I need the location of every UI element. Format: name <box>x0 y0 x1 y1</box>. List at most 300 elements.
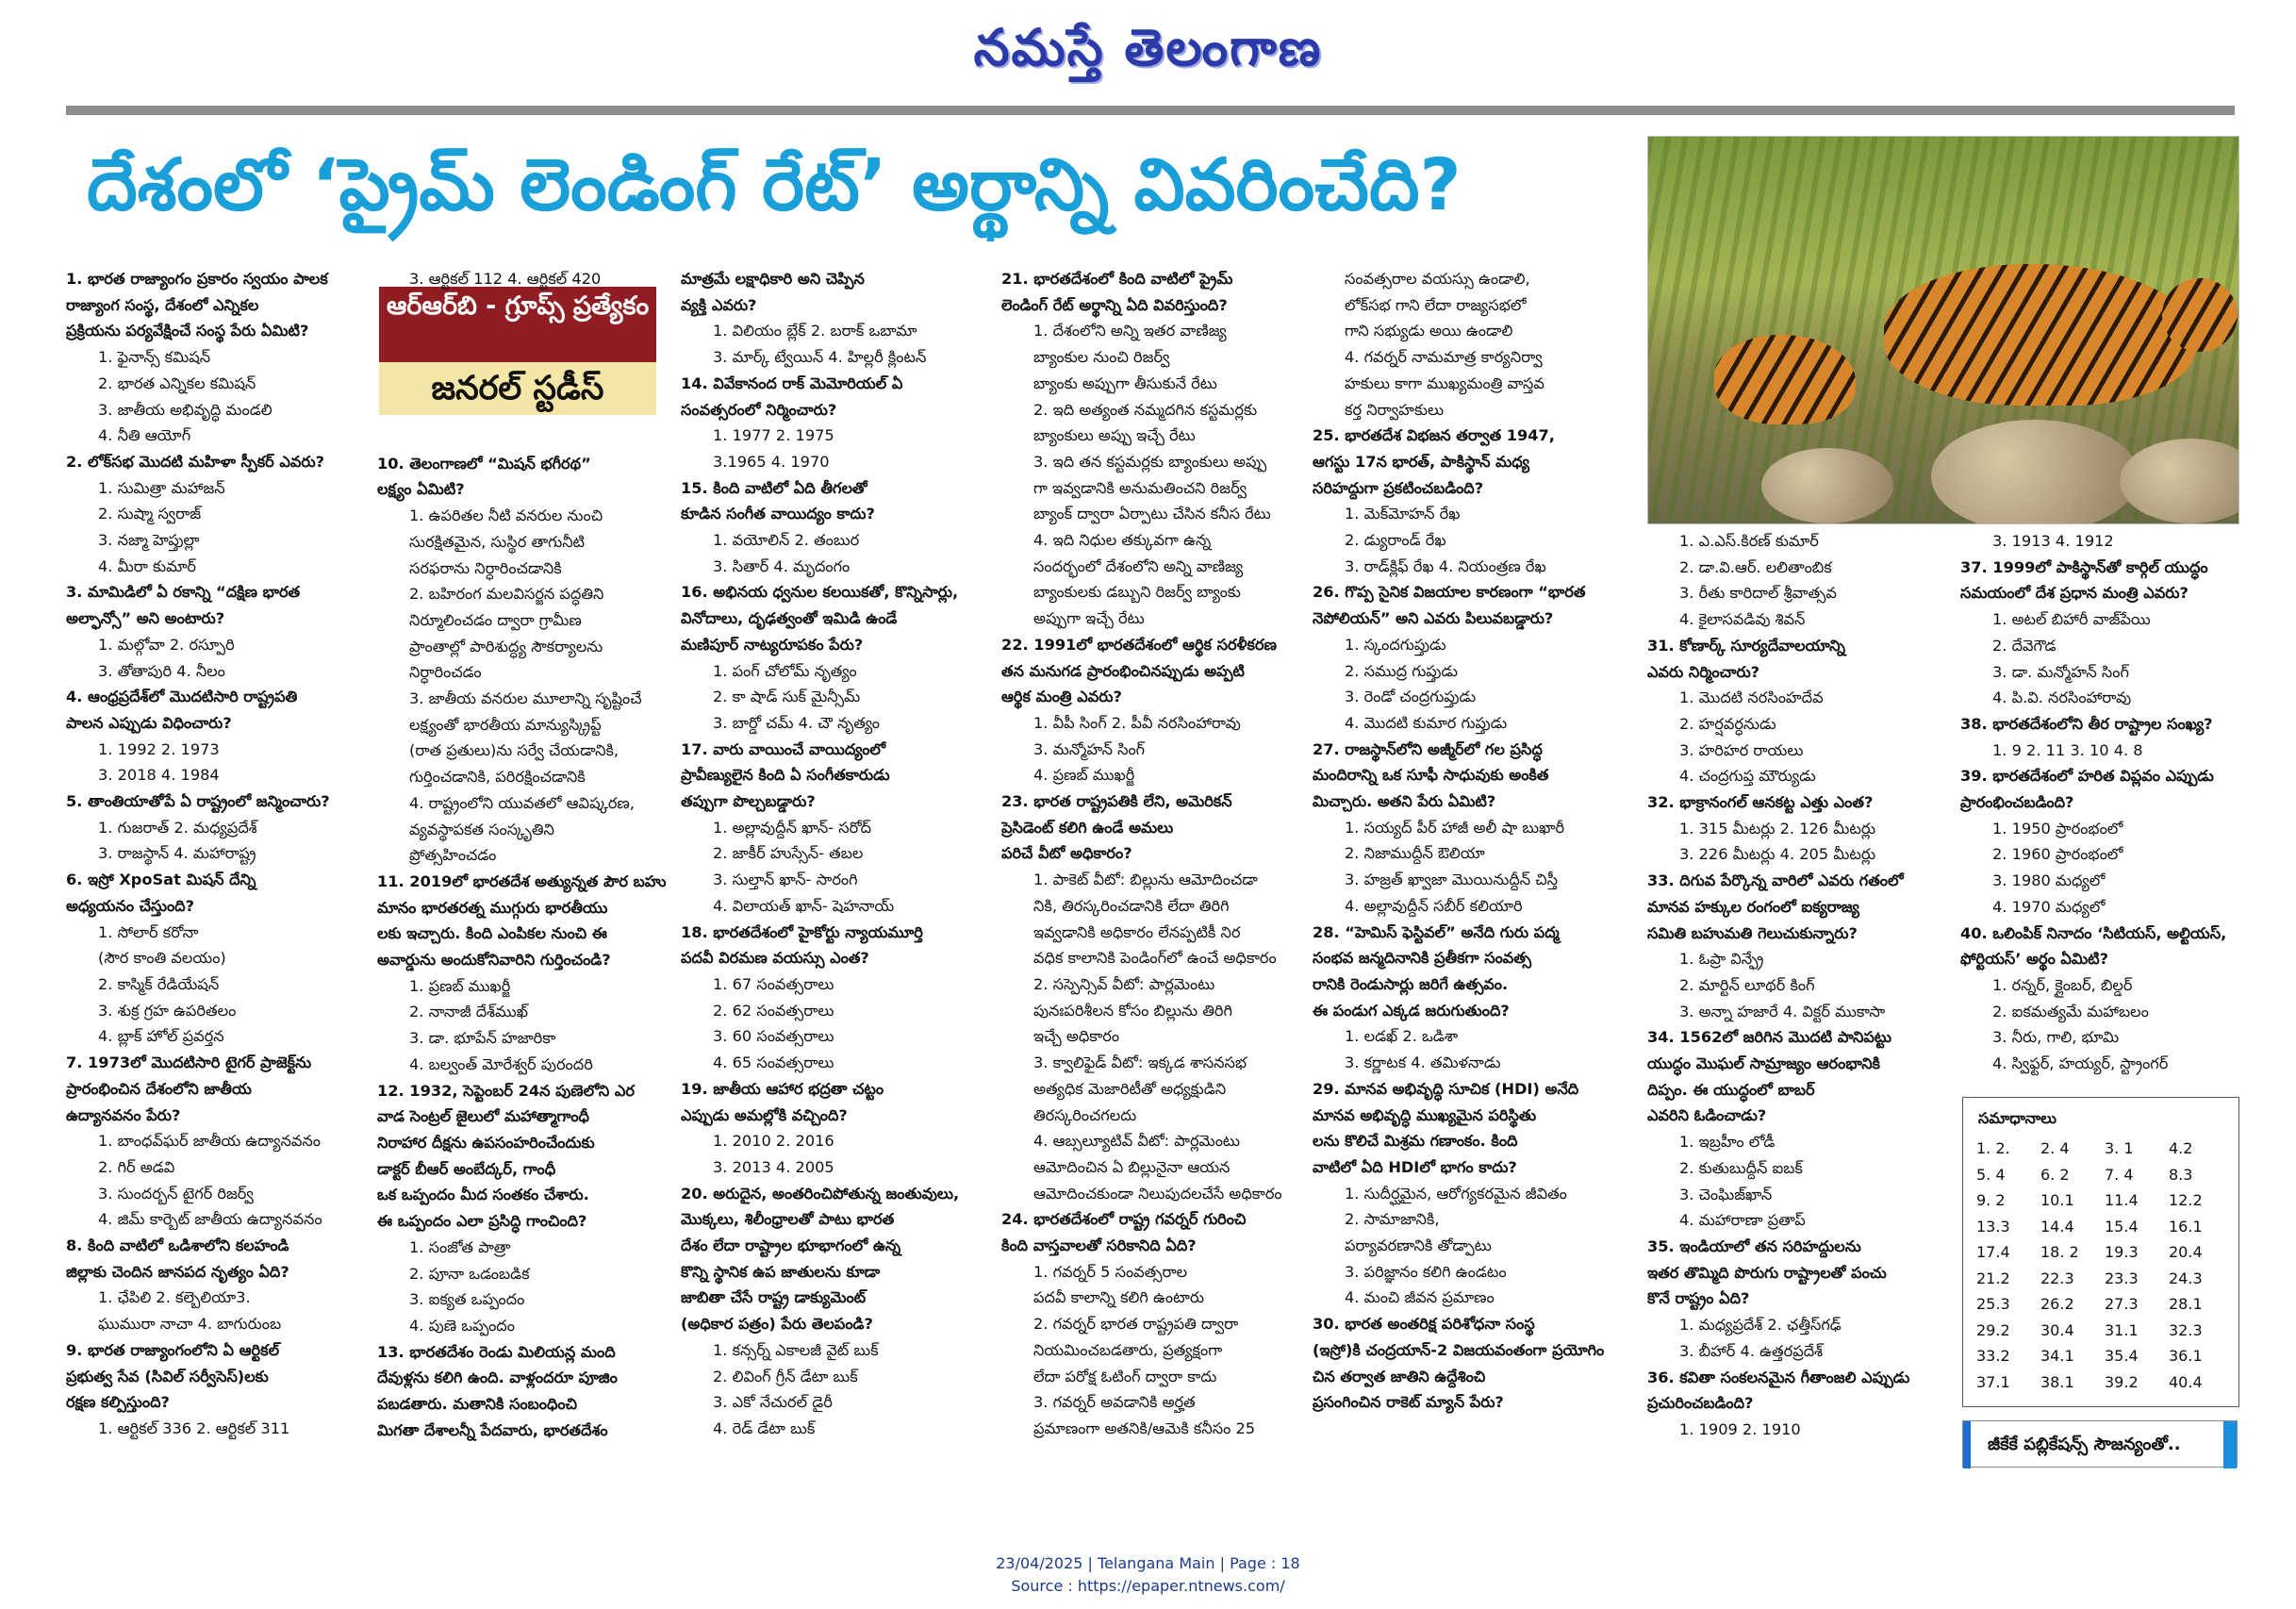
option-text-line: 2. నిజాముద్దీన్ ఔలియా <box>1345 844 1485 863</box>
question-text-line: 26. గొప్ప సైనిక విజయాల కారణంగా “భారత <box>1313 583 1586 602</box>
question-text-line: మిచ్చారు. అతని పేరు ఏమిటి? <box>1313 792 1496 811</box>
question-text-line: చిన తర్వాత జాతిని ఉద్దేశించి <box>1313 1367 1486 1385</box>
credit-text: జీకేకే పబ్లికేషన్స్ సౌజన్యంతో.. <box>1988 1435 2181 1454</box>
option-text-line: 1. మెక్‌మోహన్ రేఖ <box>1345 505 1461 523</box>
option-text-line: 1. 9 2. 11 3. 10 4. 8 <box>1992 740 2143 759</box>
question-text-line: సంవత్సరంలో నిర్మించారు? <box>681 400 837 419</box>
question-column-4 <box>1001 266 1305 1473</box>
question-text-line: మానం భారతరత్న ముగ్గురు భారతీయు <box>377 898 608 917</box>
option-text-line: ఇవ్వడానికి అధికారం లేనప్పటికీ నిర <box>1033 922 1241 941</box>
question-text-line: తన మనుగడ ప్రారంభించినప్పుడు అప్పటి <box>1001 661 1245 680</box>
question-text-line: ప్రెసిడెంట్ కలిగి ఉండే అమలు <box>1001 818 1174 837</box>
option-text-line: ఘుమురా నాచా 4. బాగురుంబ <box>98 1315 282 1334</box>
answer-row <box>1976 1291 2233 1318</box>
option-text-line: 3. ఐక్యత ఒప్పందం <box>409 1290 525 1309</box>
option-text-line: లక్ష్యంతో భారతీయ మాన్యుస్క్రిప్ట్ <box>409 715 602 734</box>
answer-cell: 14.4 <box>2040 1217 2074 1236</box>
option-text-line: 3. అన్నా హజారే 4. విక్టర్ ముకాసా <box>1679 1002 1886 1020</box>
question-text-line: 35. ఇండియాలో తన సరిహద్దులను <box>1647 1236 1861 1255</box>
option-text-line: 1. బాంధవ్‌ఘర్ జాతీయ ఉద్యానవనం <box>98 1132 321 1151</box>
question-text-line: 19. జాతీయ ఆహార భద్రతా చట్టం <box>681 1079 884 1098</box>
question-text-line: 32. భాక్రానంగల్ ఆనకట్ట ఎత్తు ఎంత? <box>1647 793 1874 812</box>
answer-cell: 18. 2 <box>2040 1243 2079 1262</box>
option-text-line: 2. కా షాడ్ సుక్ మైన్సీమ్ <box>713 688 861 706</box>
question-text-line: వాడ సెంట్రల్ జైలులో మహాత్మాగాంధీ <box>377 1107 589 1126</box>
answer-row <box>1976 1214 2233 1240</box>
question-text-line: 21. భారతదేశంలో కింది వాటిలో ప్రైమ్ <box>1001 270 1233 288</box>
question-text-line: 40. ఒలింపిక్ నినాదం ‘సిటియస్, అల్టియస్, <box>1960 923 2227 942</box>
option-text-line: 4. పి.వి. నరసింహారావు <box>1992 688 2132 707</box>
option-text-line: 1. ఓప్రా విన్ఫ్రే <box>1679 950 1764 969</box>
question-text-line: (ఇస్రో)కి చంద్రయాన్-2 విజయవంతంగా ప్రయోగిం <box>1313 1340 1605 1359</box>
question-text-line: 29. మానవ అభివృద్ధి సూచిక (HDI) అనేది <box>1313 1079 1579 1098</box>
option-text-line: 2. జాకీర్ హుస్సేన్- తబల <box>713 844 864 863</box>
question-text-line: మానవ అభివృద్ధి ముఖ్యమైన పరిస్థితు <box>1313 1105 1537 1124</box>
question-text-line: పదవీ విరమణ వయస్సు ఎంత? <box>681 949 869 968</box>
answer-cell: 13.3 <box>1976 1217 2010 1236</box>
answer-cell: 12.2 <box>2169 1191 2203 1210</box>
question-text-line: 34. 1562లో జరిగిన మొదటి పానిపట్టు <box>1647 1028 1891 1047</box>
answer-cell: 29.2 <box>1976 1320 2010 1339</box>
option-text-line: 4. బ్లాక్ హోల్ ప్రవర్తన <box>98 1027 224 1046</box>
option-text-line: 3. హజ్రత్ ఖ్వాజా మొయినుద్దీన్ చిస్తీ <box>1345 871 1559 889</box>
question-column-6 <box>1647 528 1951 1471</box>
question-text-line: ఆగస్టు 17న భారత్, పాకిస్థాన్ మధ్య <box>1313 452 1530 471</box>
question-text-line: 6. ఇస్రో XpoSat మిషన్ దేన్ని <box>66 871 256 889</box>
answer-cell: 9. 2 <box>1976 1191 2006 1210</box>
option-text-line: 1. వయోలిన్ 2. తంబుర <box>713 531 860 550</box>
option-text-line: ప్రమాణంగా అతనికి/ఆమెకి కనీసం 25 <box>1033 1418 1256 1437</box>
question-text-line: సరిహద్దుగా ప్రకటించబడింది? <box>1313 478 1484 497</box>
option-text-line: 4. మీరా కుమార్ <box>98 556 197 575</box>
option-text-line: 1. 2010 2. 2016 <box>713 1132 834 1151</box>
question-text-line: 23. భారత రాష్ట్రపతికి లేని, అమెరికన్ <box>1001 792 1232 811</box>
option-text-line: 4. స్విఫ్టర్, హయ్యర్, స్ట్రాంగర్ <box>1992 1054 2169 1073</box>
option-text-line: 3.1965 4. 1970 <box>713 452 830 471</box>
option-text-line: 1. సుమిత్రా మహాజన్ <box>98 478 225 497</box>
option-text-line: 4. నీతి ఆయోగ్ <box>98 426 191 445</box>
question-text-line: 16. అభినయ ధ్వనుల కలయికతో, కొన్నిసార్లు, <box>681 583 959 602</box>
question-text-line: పరిచే వీటో అధికారం? <box>1001 844 1132 863</box>
option-text-line: 3. 1913 4. 1912 <box>1992 532 2114 550</box>
question-text-line: ప్రసంగించిన రాకెట్ మ్యాన్ పేరు? <box>1313 1393 1504 1412</box>
option-text-line: 1. మొదటి నరసింహదేవ <box>1679 688 1824 707</box>
option-text-line: 3. జాతీయ వనరుల మూలాన్ని సృష్టించే <box>409 689 642 708</box>
question-text-line: లక్ష్యం ఏమిటి? <box>377 480 465 499</box>
question-text-line: జిల్లాకు చెందిన జానపద నృత్యం ఏది? <box>66 1262 289 1281</box>
answer-row <box>1976 1136 2233 1162</box>
question-text-line: 8. కింది వాటిలో ఒడిశాలోని కలహండి <box>66 1236 289 1255</box>
question-text-line: మాత్రమే లక్షాధికారి అని చెప్పిన <box>681 270 865 288</box>
answer-cell: 40.4 <box>2169 1372 2203 1391</box>
option-text-line: 2. కాస్మిక్ రేడియేషన్ <box>98 974 220 993</box>
question-text-line: ప్రచురించబడింది? <box>1647 1394 1754 1413</box>
question-text-line: యుద్ధం మొఘల్ సామ్రాజ్యం ఆరంభానికి <box>1647 1054 1881 1073</box>
option-text-line: 1. మధ్యప్రదేశ్ 2. ఛత్తీస్‌గఢ్ <box>1679 1316 1842 1335</box>
question-text-line: 14. వివేకానంద రాక్ మెమోరియల్ ఏ <box>681 373 903 392</box>
question-text-line: 25. భారతదేశ విభజన తర్వాత 1947, <box>1313 426 1555 445</box>
question-text-line: మానవ హక్కుల రంగంలో ఐక్యరాజ్య <box>1647 897 1859 916</box>
tiger-head-shape <box>2162 278 2238 352</box>
option-text-line: 4. మొదటి కుమార గుప్తుడు <box>1345 713 1508 732</box>
option-text-line: 3. కర్ణాటక 4. తమిళనాడు <box>1345 1053 1501 1072</box>
option-text-line: 1. సోలార్ కరోనా <box>98 922 199 941</box>
option-text-line: అత్యధిక మెజారిటీతో అధ్యక్షుడిని <box>1033 1079 1227 1098</box>
question-column-3 <box>681 266 984 1473</box>
option-text-line: 2. సముద్ర గుప్తుడు <box>1345 661 1459 680</box>
answer-cell: 8.3 <box>2169 1165 2193 1184</box>
answer-cell: 20.4 <box>2169 1243 2203 1262</box>
option-text-line: 1. రన్నర్, క్లైంబర్, బిల్డర్ <box>1992 975 2133 994</box>
option-text-line: తిరస్కరించగలదు <box>1033 1105 1137 1124</box>
question-text-line: (అధికార పత్రం) పేరు తెలపండి? <box>681 1315 873 1334</box>
question-text-line: 36. కవితా సంకలనమైన గీతాంజలి ఎప్పుడు <box>1647 1368 1910 1386</box>
option-text-line: సురక్షితమైన, సుస్థిర తాగునీటి <box>409 532 586 551</box>
option-text-line: 2. నానాజీ దేశ్‌ముఖ్ <box>409 1003 528 1021</box>
question-text-line: సమయంలో దేశ ప్రధాన మంత్రి ఎవరు? <box>1960 584 2189 603</box>
option-text-line: 1. 1977 2. 1975 <box>713 426 834 445</box>
option-text-line: 2. బహిరంగ మలవిసర్జన పద్ధతిని <box>409 585 604 604</box>
tiger-cub-shape <box>1714 335 1856 424</box>
question-text-line: పాలన ఎప్పుడు విధించారు? <box>66 713 232 732</box>
option-text-line: 3. రీతు కారిదాల్ శ్రీవాత్సవ <box>1679 584 1837 603</box>
option-text-line: 3. ఇది తన కస్టమర్లకు బ్యాంకులు అప్పు <box>1033 452 1267 471</box>
answer-cell: 4.2 <box>2169 1139 2193 1158</box>
option-text-line: 3. తోతాపురి 4. నీలం <box>98 661 225 680</box>
credit-box <box>1962 1420 2238 1468</box>
question-text-line: దిప్పం. ఈ యుద్ధంలో బాబర్ <box>1647 1080 1815 1099</box>
question-text-line: 1. భారత రాజ్యాంగం ప్రకారం స్వయం పాలక <box>66 270 328 288</box>
answer-cell: 7. 4 <box>2105 1165 2134 1184</box>
answer-row <box>1976 1318 2233 1344</box>
question-text-line: పబడతారు. మతానికి సంబంధించి <box>377 1395 578 1414</box>
option-text-line: 3. డా. మన్మోహన్ సింగ్ <box>1992 662 2129 681</box>
option-text-line: 2. సస్పెన్సివ్ వీటో: పార్లమెంటు <box>1033 974 1215 993</box>
option-text-line: 1. గుజరాత్ 2. మధ్యప్రదేశ్ <box>98 818 257 837</box>
answer-cell: 39.2 <box>2105 1372 2139 1391</box>
question-text-line: ఫోర్టియస్’ అర్థం ఏమిటి? <box>1960 950 2108 969</box>
answer-key-table <box>1976 1136 2233 1395</box>
option-text-line: 1. లడఖ్ 2. ఒడిశా <box>1345 1027 1459 1046</box>
question-text-line: రక్షణ కల్పిస్తుంది? <box>66 1393 170 1412</box>
question-text-line: కొనే రాష్ట్రం ఏది? <box>1647 1289 1750 1308</box>
option-text-line: 4. మంచి జీవన ప్రమాణం <box>1345 1288 1495 1307</box>
question-text-line: జాబితా చేసే రాష్ట్ర డాక్యుమెంట్ <box>681 1288 867 1307</box>
option-text-line: 3. పరిజ్ఞానం కలిగి ఉండటం <box>1345 1262 1507 1281</box>
question-text-line: 15. కింది వాటిలో ఏది తీగలతో <box>681 478 867 497</box>
tiger-photo <box>1647 136 2239 524</box>
question-text-line: రాజ్యాంగ సంస్థ, దేశంలో ఎన్నికల <box>66 295 259 314</box>
answer-row <box>1976 1187 2233 1214</box>
option-text-line: 3. సుల్తాన్ ఖాన్- సారంగి <box>713 871 858 889</box>
option-text-line: 4. ప్రణబ్ ముఖర్జీ <box>1033 766 1135 785</box>
answer-cell: 27.3 <box>2105 1295 2139 1314</box>
option-text-line: 2. కుతుబుద్దీన్ ఐబక్ <box>1679 1158 1803 1177</box>
question-text-line: సంభవ జన్మదినానికి ప్రతీకగా సంవత్స <box>1313 949 1532 968</box>
question-text-line: అల్ఫాన్సో” అని అంటారు? <box>66 609 225 628</box>
option-text-line: 3. 60 సంవత్సరాలు <box>713 1027 834 1046</box>
option-text-line: 4. విలాయత్ ఖాన్- షెహనాయ్ <box>713 896 895 915</box>
option-text-line: కర్త నిర్వాహకులు <box>1345 400 1445 419</box>
badge-top: ఆర్ఆర్‌బి - గ్రూప్స్ ప్రత్యేకం <box>379 287 656 362</box>
question-text-line: 20. అరుదైన, అంతరించిపోతున్న జంతువులు, <box>681 1184 960 1203</box>
option-text-line: 1. దేశంలోని అన్ని ఇతర వాణిజ్య <box>1033 322 1227 340</box>
question-text-line: ప్రారంభించబడింది? <box>1960 793 2074 812</box>
option-text-line: 3. బీహార్ 4. ఉత్తరప్రదేశ్ <box>1679 1341 1824 1360</box>
option-text-line: 1. గవర్నర్ 5 సంవత్సరాల <box>1033 1262 1188 1281</box>
question-text-line: మిగతా దేశాలన్నీ పేదవారు, భారతదేశం <box>377 1420 608 1439</box>
question-text-line: 27. రాజస్థాన్‌లోని అజ్మీర్‌లో గల ప్రసిద్ధ <box>1313 739 1543 758</box>
option-text-line: ప్రోత్సహించడం <box>409 846 497 865</box>
answer-row <box>1976 1162 2233 1188</box>
question-column-5 <box>1313 266 1616 1473</box>
question-text-line: 38. భారతదేశంలోని తీర రాష్ట్రాల సంఖ్య? <box>1960 714 2213 733</box>
question-text-line: 28. “హెమిస్ ఫెస్టివల్” అనేది గురు పద్మ <box>1313 922 1560 941</box>
option-text-line: సందర్భంలో దేశంలోని అన్ని వాణిజ్య <box>1033 556 1244 575</box>
option-text-line: బ్యాంకుల నుంచి రిజర్వ్ <box>1033 348 1170 367</box>
option-text-line: నిర్ధారించడం <box>409 663 482 682</box>
question-text-line: 9. భారత రాజ్యాంగంలోని ఏ ఆర్టికల్ <box>66 1340 280 1359</box>
question-text-line: 31. కోణార్క్ సూర్యదేవాలయాన్ని <box>1647 636 1845 655</box>
question-text-line: 22. 1991లో భారతదేశంలో ఆర్థిక సరళీకరణ <box>1001 635 1277 654</box>
question-text-line: 12. 1932, సెప్టెంబర్ 24న పుణెలోని ఎర <box>377 1081 636 1100</box>
option-text-line: 3. సుందర్బన్ టైగర్ రిజర్వ్ <box>98 1184 254 1203</box>
option-text-line: బ్యాంక్ ద్వారా ఏర్పాటు చేసిన కనీస రేటు <box>1033 505 1271 523</box>
answer-cell: 6. 2 <box>2040 1165 2070 1184</box>
option-text-line: నికి, తిరస్కరించడానికి లేదా తిరిగి <box>1033 896 1230 915</box>
masthead-title: నమస్తే తెలంగాణ <box>973 17 1323 77</box>
option-text-line: లేదా పరోక్ష ఓటింగ్ ద్వారా కాదు <box>1033 1367 1217 1385</box>
option-text-line: 4. బల్వంత్ మోరేశ్వర్ పురందరి <box>409 1054 593 1073</box>
option-text-line: 2. దేవెగౌడ <box>1992 636 2056 655</box>
answer-cell: 22.3 <box>2040 1269 2074 1287</box>
option-text-line: 3. శుక్ర గ్రహ ఉపరితలం <box>98 1001 237 1020</box>
answer-cell: 35.4 <box>2105 1347 2139 1366</box>
option-text-line: సరఫరాను నిర్ధారించడానికి <box>409 558 562 577</box>
credit-accent-left <box>1963 1421 1971 1468</box>
answer-cell: 34.1 <box>2040 1347 2074 1366</box>
option-text-line: 2. హర్షవర్ధనుడు <box>1679 714 1776 733</box>
option-text-line: వ్యవస్థాపకత సంస్కృతిని <box>409 820 554 838</box>
answer-cell: 28.1 <box>2169 1295 2203 1314</box>
question-text-line: తప్పుగా పొల్చబడ్డారు? <box>681 792 816 811</box>
answer-key-box <box>1962 1097 2239 1407</box>
rock-shape <box>1761 448 1893 523</box>
option-text-line: 1. 67 సంవత్సరాలు <box>713 974 834 993</box>
question-text-line: డాక్టర్ బీఆర్ అంబేద్కర్, గాంధీ <box>377 1159 556 1178</box>
option-text-line: 3. గవర్నర్ అవడానికి అర్హత <box>1033 1393 1196 1412</box>
question-text-line: అధ్యయనం చేస్తుంది? <box>66 896 194 915</box>
question-text-line: ప్రావీణ్యులైన కింది ఏ సంగీతకారుడు <box>681 766 890 785</box>
option-text-line: అప్పుగా ఇచ్చే రేటు <box>1033 609 1145 628</box>
answer-cell: 31.1 <box>2105 1320 2139 1339</box>
option-text-line: 3. 2013 4. 2005 <box>713 1157 834 1176</box>
option-text-line: సంవత్సరాల వయస్సు ఉండాలి, <box>1345 270 1530 288</box>
option-text-line: 2. ఐకమత్యమే మహాబలం <box>1992 1002 2149 1020</box>
question-text-line: వినోదాలు, దృఢత్వంతో ఇమిడి ఉండే <box>681 609 898 628</box>
option-text-line: నియమించబడతారు, ప్రత్యక్షంగా <box>1033 1340 1223 1359</box>
question-column-1 <box>66 266 368 1473</box>
question-column-2 <box>377 266 679 1473</box>
option-text-line: 1. ఫైనాన్స్ కమిషన్ <box>98 348 211 367</box>
answer-cell: 1. 2. <box>1976 1139 2010 1158</box>
option-text-line: 1. అల్లావుద్దీన్ ఖాన్- సరోద్ <box>713 818 872 837</box>
option-text-line: 1. వీపీ సింగ్ 2. పీవీ నరసింహారావు <box>1033 713 1241 732</box>
answer-cell: 30.4 <box>2040 1320 2074 1339</box>
option-text-line: 2. పూనా ఒడంబడిక <box>409 1264 530 1283</box>
tiger-body-shape <box>1884 264 2195 406</box>
option-text-line: 4. గవర్నర్ నామమాత్ర కార్యనిర్వా <box>1345 348 1543 367</box>
option-text-line: 3. నీరు, గాలి, భూమి <box>1992 1028 2120 1047</box>
option-text-line: 1. సయ్యద్ పీర్ హాజీ అలీ షా బుఖారీ <box>1345 818 1565 837</box>
question-text-line: నిరాహార దీక్షను ఉపసంహరించేందుకు <box>377 1133 595 1152</box>
option-text-line: 2. లివింగ్ గ్రీన్ డేటా బుక్ <box>713 1367 858 1385</box>
question-text-line: ఒక ఒప్పందం మీద సంతకం చేశారు. <box>377 1186 589 1204</box>
option-text-line: 3. 226 మీటర్లు 4. 205 మీటర్లు <box>1679 845 1876 864</box>
answer-row <box>1976 1369 2233 1396</box>
option-text-line: 3. బార్డో చమ్ 4. చౌ నృత్యం <box>713 713 880 732</box>
option-text-line: 1. మల్గోవా 2. రస్పూరి <box>98 635 235 654</box>
question-text-line: కొన్ని స్థానిక ఉప జాతులను కూడా <box>681 1262 881 1281</box>
answer-cell: 38.1 <box>2040 1372 2074 1391</box>
option-text-line: 4. మహారాణా ప్రతాప్ <box>1679 1211 1806 1230</box>
question-text-line: 2. లోక్‌సభ మొదటి మహిళా స్పీకర్ ఎవరు? <box>66 452 324 471</box>
option-text-line: 4. అల్లావుద్దీన్ సబీర్ కలియారి <box>1345 896 1523 915</box>
question-text-line: లను కొలిచే మిశ్రమ గణాంకం. కింది <box>1313 1132 1518 1151</box>
option-text-line: 3. క్వాలిఫైడ్ వీటో: ఇక్కడ శాసనసభ <box>1033 1053 1247 1072</box>
answer-cell: 23.3 <box>2105 1269 2139 1287</box>
option-text-line: 4. పుణె ఒప్పందం <box>409 1316 515 1335</box>
option-text-line: 1. కన్సర్న్ ఎకాలజీ వైట్ బుక్ <box>713 1340 879 1359</box>
footer-date-line: 23/04/2025 | Telangana Main | Page : 18 <box>996 1554 1300 1572</box>
option-text-line: బ్యాంకు అప్పుగా తీసుకునే రేటు <box>1033 373 1217 392</box>
masthead <box>0 8 2296 87</box>
option-text-line: 2. భారత ఎన్నికల కమిషన్ <box>98 373 256 392</box>
answer-cell: 26.2 <box>2040 1295 2074 1314</box>
answer-cell: 17.4 <box>1976 1243 2010 1262</box>
credit-accent-right <box>2223 1421 2237 1468</box>
question-text-line: 18. భారతదేశంలో హైకోర్టు న్యాయమూర్తి <box>681 922 923 941</box>
option-text-line: 2. మార్టిన్ లూథర్ కింగ్ <box>1679 975 1815 994</box>
option-text-line: 3. సితార్ 4. మృదంగం <box>713 556 851 575</box>
option-text-line: 4. ఇది నిధుల తక్కువగా ఉన్న <box>1033 531 1212 550</box>
question-text-line: కింది వాస్తవాలతో సరికానిది ఏది? <box>1001 1236 1197 1255</box>
question-text-line: 33. దిగువ పేర్కొన్న వారిలో ఎవరు గతంలో <box>1647 871 1904 890</box>
option-text-line: నిర్మూలించడం ద్వారా గ్రామీణ <box>409 610 582 629</box>
question-text-line: వ్యక్తి ఎవరు? <box>681 295 757 314</box>
question-text-line: ఈ పండుగ ఎక్కడ జరుగుతుంది? <box>1313 1001 1510 1020</box>
question-text-line: 39. భారతదేశంలో హరిత విప్లవం ఎప్పుడు <box>1960 767 2214 786</box>
question-text-line: ఆర్థిక మంత్రి ఎవరు? <box>1001 688 1122 706</box>
option-text-line: 3. ఆర్టికల్ 112 4. ఆర్టికల్ 420 <box>409 270 602 288</box>
option-text-line: 3. 2018 4. 1984 <box>98 766 220 785</box>
question-text-line: ప్రభుత్వ సేవ (సివిల్ సర్వీసెస్)లకు <box>66 1367 269 1385</box>
option-text-line: ఇచ్చే అధికారం <box>1033 1027 1120 1046</box>
answer-cell: 15.4 <box>2105 1217 2139 1236</box>
option-text-line: 1. ఆర్టికల్ 336 2. ఆర్టికల్ 311 <box>98 1418 290 1437</box>
question-text-line: ఎవరు నిర్మించారు? <box>1647 662 1760 681</box>
question-text-line: 3. మామిడిలో ఏ రకాన్ని “దక్షిణ భారత <box>66 583 301 602</box>
option-text-line: 3. 1980 మధ్యలో <box>1992 871 2106 890</box>
question-text-line: 10. తెలంగాణలో “మిషన్ భగీరథ” <box>377 454 591 473</box>
question-text-line: ఈ ఒప్పందం ఎలా ప్రసిద్ధి గాంచింది? <box>377 1212 587 1231</box>
option-text-line: 2. సామాజానికి, <box>1345 1210 1440 1229</box>
option-text-line: వధిక కాలానికి పెండింగ్‌లో ఉంచే అధికారం <box>1033 949 1277 968</box>
option-text-line: 3. రెండో చంద్రగుప్తుడు <box>1345 688 1477 706</box>
option-text-line: 1. 315 మీటర్లు 2. 126 మీటర్లు <box>1679 819 1876 838</box>
option-text-line: లోక్‌సభ గాని లేదా రాజ్యసభలో <box>1345 295 1527 314</box>
answer-cell: 19.3 <box>2105 1243 2139 1262</box>
option-text-line: 1. స్కందగుప్తుడు <box>1345 635 1446 654</box>
option-text-line: 1. ఇబ్రహీం లోడీ <box>1679 1133 1776 1152</box>
option-text-line: 2. 1960 ప్రారంభంలో <box>1992 845 2123 864</box>
option-text-line: 2. ఇది అత్యంత నమ్మదగిన కస్టమర్లకు <box>1033 400 1258 419</box>
answer-cell: 37.1 <box>1976 1372 2010 1391</box>
question-text-line: వాటిలో ఏది HDIలో భాగం కాదు? <box>1313 1157 1517 1176</box>
option-text-line: 4. రెడ్ డేటా బుక్ <box>713 1418 816 1437</box>
option-text-line: 1. 1950 ప్రారంభంలో <box>1992 819 2123 838</box>
question-text-line: మందిరాన్ని ఒక సూఫీ సాధువుకు అంకిత <box>1313 766 1549 785</box>
answer-cell: 16.1 <box>2169 1217 2203 1236</box>
option-text-line: ఆమోదించిన ఏ బిల్లునైనా ఆయన <box>1033 1157 1231 1176</box>
badge-bottom: జనరల్ స్టడీస్ <box>379 362 656 415</box>
question-text-line: ప్రారంభించిన దేశంలోని జాతీయ <box>66 1079 252 1098</box>
question-text-line: దేవుళ్లను కలిగి ఉంది. వాళ్లందరూ పూజిం <box>377 1368 618 1387</box>
answer-row <box>1976 1343 2233 1369</box>
option-text-line: హకులు కాగా ముఖ్యమంత్రి వాస్తవ <box>1345 373 1544 392</box>
option-text-line: 4. 65 సంవత్సరాలు <box>713 1053 834 1072</box>
option-text-line: 1. పాకెట్ వీటో: బిల్లును ఆమోదించడా <box>1033 871 1258 889</box>
answer-cell: 5. 4 <box>1976 1165 2006 1184</box>
option-text-line: 2. డ్యురాండ్ రేఖ <box>1345 531 1446 550</box>
option-text-line: ఆమోదించకుండా నిలుపుదలచేసే అధికారం <box>1033 1184 1282 1203</box>
answer-cell: 25.3 <box>1976 1295 2010 1314</box>
question-text-line: ఎవరిని ఓడించాడు? <box>1647 1106 1767 1125</box>
option-text-line: 3. రాజస్థాన్ 4. మహారాష్ట్ర <box>98 844 256 863</box>
option-text-line: 4. చంద్రగుప్త మౌర్యుడు <box>1679 767 1816 786</box>
option-text-line: 3. చెంఘిజ్‌ఖాన్ <box>1679 1185 1773 1203</box>
option-text-line: 2. డా.వి.ఆర్. లలితాంబిక <box>1679 557 1832 576</box>
option-text-line: 3. మార్క్ ట్వేయిన్ 4. హిల్లరీ క్లింటన్ <box>713 348 927 367</box>
question-text-line: ఎప్పుడు అమల్లోకి వచ్చింది? <box>681 1105 848 1124</box>
answer-cell: 24.3 <box>2169 1269 2203 1287</box>
answer-cell: 10.1 <box>2040 1191 2074 1210</box>
option-text-line: (రాత ప్రతులు)ను సర్వే చేయడానికి, <box>409 741 619 760</box>
question-text-line: మణిపూర్ నాట్యరూపకం పేరు? <box>681 635 864 654</box>
option-text-line: ప్రాంతాల్లో పారిశుద్ధ్య సౌకర్యాలను <box>409 637 603 655</box>
option-text-line: 1. ఎ.ఎస్.కిరణ్ కుమార్ <box>1679 532 1819 550</box>
option-text-line: 3. ఎకో నేచురల్ డైరీ <box>713 1393 833 1412</box>
question-text-line: 30. భారత అంతరిక్ష పరిశోధనా సంస్థ <box>1313 1315 1535 1334</box>
option-text-line: గాని సభ్యుడు అయి ఉండాలి <box>1345 322 1513 340</box>
question-text-line: 17. వారు వాయించే వాయిద్యంలో <box>681 739 886 758</box>
question-text-line: 11. 2019లో భారతదేశ అత్యున్నత పౌర బహు <box>377 871 667 890</box>
question-text-line: ఇతర తొమ్మిది పొరుగు రాష్ట్రాలతో పంచు <box>1647 1263 1887 1282</box>
option-text-line: 1. ఛేపిలి 2. కల్బెలియా3. <box>98 1288 251 1307</box>
option-text-line: 1. 1909 2. 1910 <box>1679 1419 1801 1438</box>
option-text-line: (సౌర కాంతి వలయం) <box>98 949 226 968</box>
option-text-line: 3. నజ్మా హెప్తుల్లా <box>98 531 200 550</box>
option-text-line: 3. మన్మోహన్ సింగ్ <box>1033 739 1146 758</box>
question-text-line: 13. భారతదేశం రెండు మిలియన్ల మంది <box>377 1342 616 1361</box>
question-text-line: నెపోలియన్” అని ఎవరు పిలువబడ్డారు? <box>1313 609 1554 628</box>
answer-key-title: సమాధానాలు <box>1978 1109 2056 1127</box>
option-text-line: 4. రాష్ట్రంలోని యువతలో ఆవిష్కరణ, <box>409 793 635 812</box>
answer-row <box>1976 1239 2233 1266</box>
answer-cell: 11.4 <box>2105 1191 2139 1210</box>
page-headline: దేశంలో ‘ప్రైమ్ లెండింగ్ రేట్’ అర్థాన్ని వివరించేది? <box>87 142 1462 226</box>
header-rule <box>66 106 2235 115</box>
